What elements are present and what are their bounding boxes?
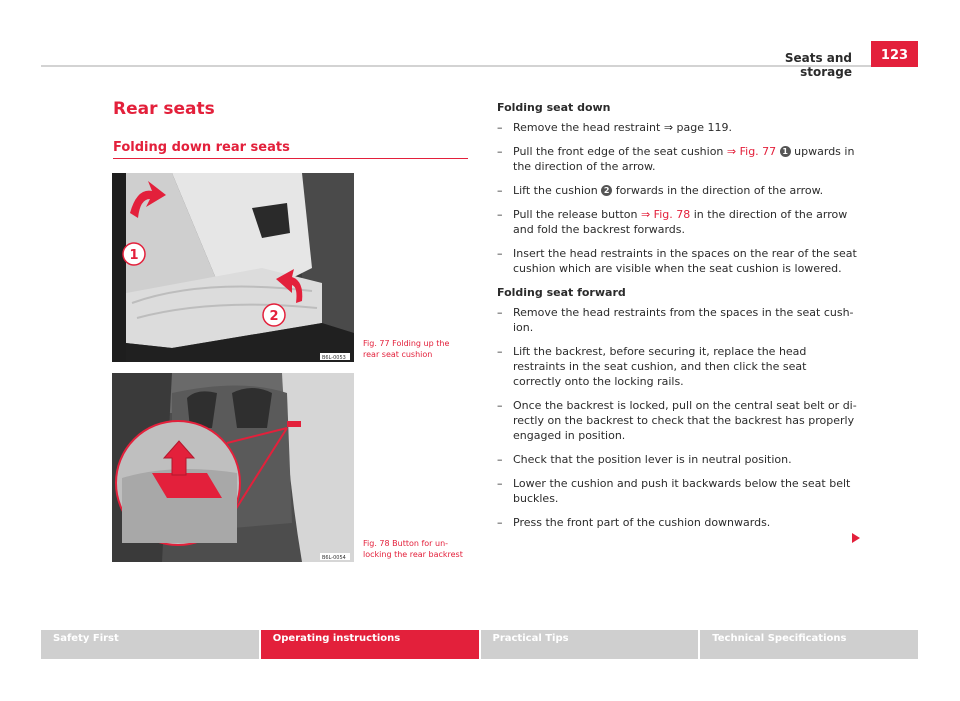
section-title: Seats and storage xyxy=(784,51,852,79)
tab-operating-instructions[interactable]: Operating instructions xyxy=(261,630,479,659)
figure-77-caption: Fig. 77 Folding up the rear seat cushion xyxy=(363,339,450,359)
callout-badge-2: 2 xyxy=(601,185,612,196)
list-item: – Lift the cushion 2 forwards in the direction of the arrow. xyxy=(497,184,824,197)
list-item: – Lower the cushion and push it backwards below the seat belt buckles. xyxy=(497,477,851,505)
subheading-rule xyxy=(113,158,468,159)
page-number: 123 xyxy=(871,41,918,67)
figure-reference-link[interactable]: ⇒ Fig. 78 xyxy=(640,208,691,221)
list-item: – Press the front part of the cushion downwards. xyxy=(497,516,771,529)
subheading: Folding down rear seats xyxy=(113,140,290,155)
figure-78-caption: Fig. 78 Button for un-locking the rear backrest xyxy=(363,539,463,559)
list-item: – Insert the head restraints in the spaces on the rear of the seat cushion which are visible when the seat cushion is lowered. xyxy=(497,247,857,275)
list-item: – Lift the backrest, before securing it, replace the head restraints in the seat cushion, and then click the seat correctly onto the locking rails. xyxy=(497,345,807,388)
list-item: – Remove the head restraint ⇒ page 119. xyxy=(497,121,733,134)
list-item: – Remove the head restraints from the spaces in the seat cush-ion. xyxy=(497,306,854,334)
list-item: – Pull the front edge of the seat cushion ⇒ Fig. 77 1 upwards in the direction of the arrow. xyxy=(497,145,855,173)
instructions xyxy=(497,100,857,539)
page-heading: Rear seats xyxy=(113,99,215,119)
footer-nav xyxy=(41,630,918,659)
figure-77-code: B6L-0053 xyxy=(322,355,346,361)
section-title-folding-down: Folding seat down xyxy=(497,101,611,114)
callout-1-label: 1 xyxy=(129,248,139,263)
section-title-folding-forward: Folding seat forward xyxy=(497,286,626,299)
figure-78-code: B6L-0054 xyxy=(322,555,346,561)
tab-safety-first[interactable]: Safety First xyxy=(41,630,259,659)
tab-practical-tips[interactable]: Practical Tips xyxy=(481,630,699,659)
list-item: – Check that the position lever is in neutral position. xyxy=(497,453,792,466)
callout-2-label: 2 xyxy=(269,309,279,324)
continue-arrow-icon xyxy=(852,533,860,543)
list-item: – Pull the release button ⇒ Fig. 78 in the direction of the arrow and fold the backrest forwards. xyxy=(497,208,848,236)
figure-78-image xyxy=(112,373,354,562)
figure-reference-link[interactable]: ⇒ Fig. 77 xyxy=(726,145,777,158)
list-item: – Once the backrest is locked, pull on the central seat belt or di-rectly on the backrest to check that the backrest has properly engaged in position. xyxy=(497,399,857,442)
figure-77-image xyxy=(112,173,354,362)
callout-badge-1: 1 xyxy=(780,146,791,157)
tab-technical-specifications[interactable]: Technical Specifications xyxy=(700,630,918,659)
